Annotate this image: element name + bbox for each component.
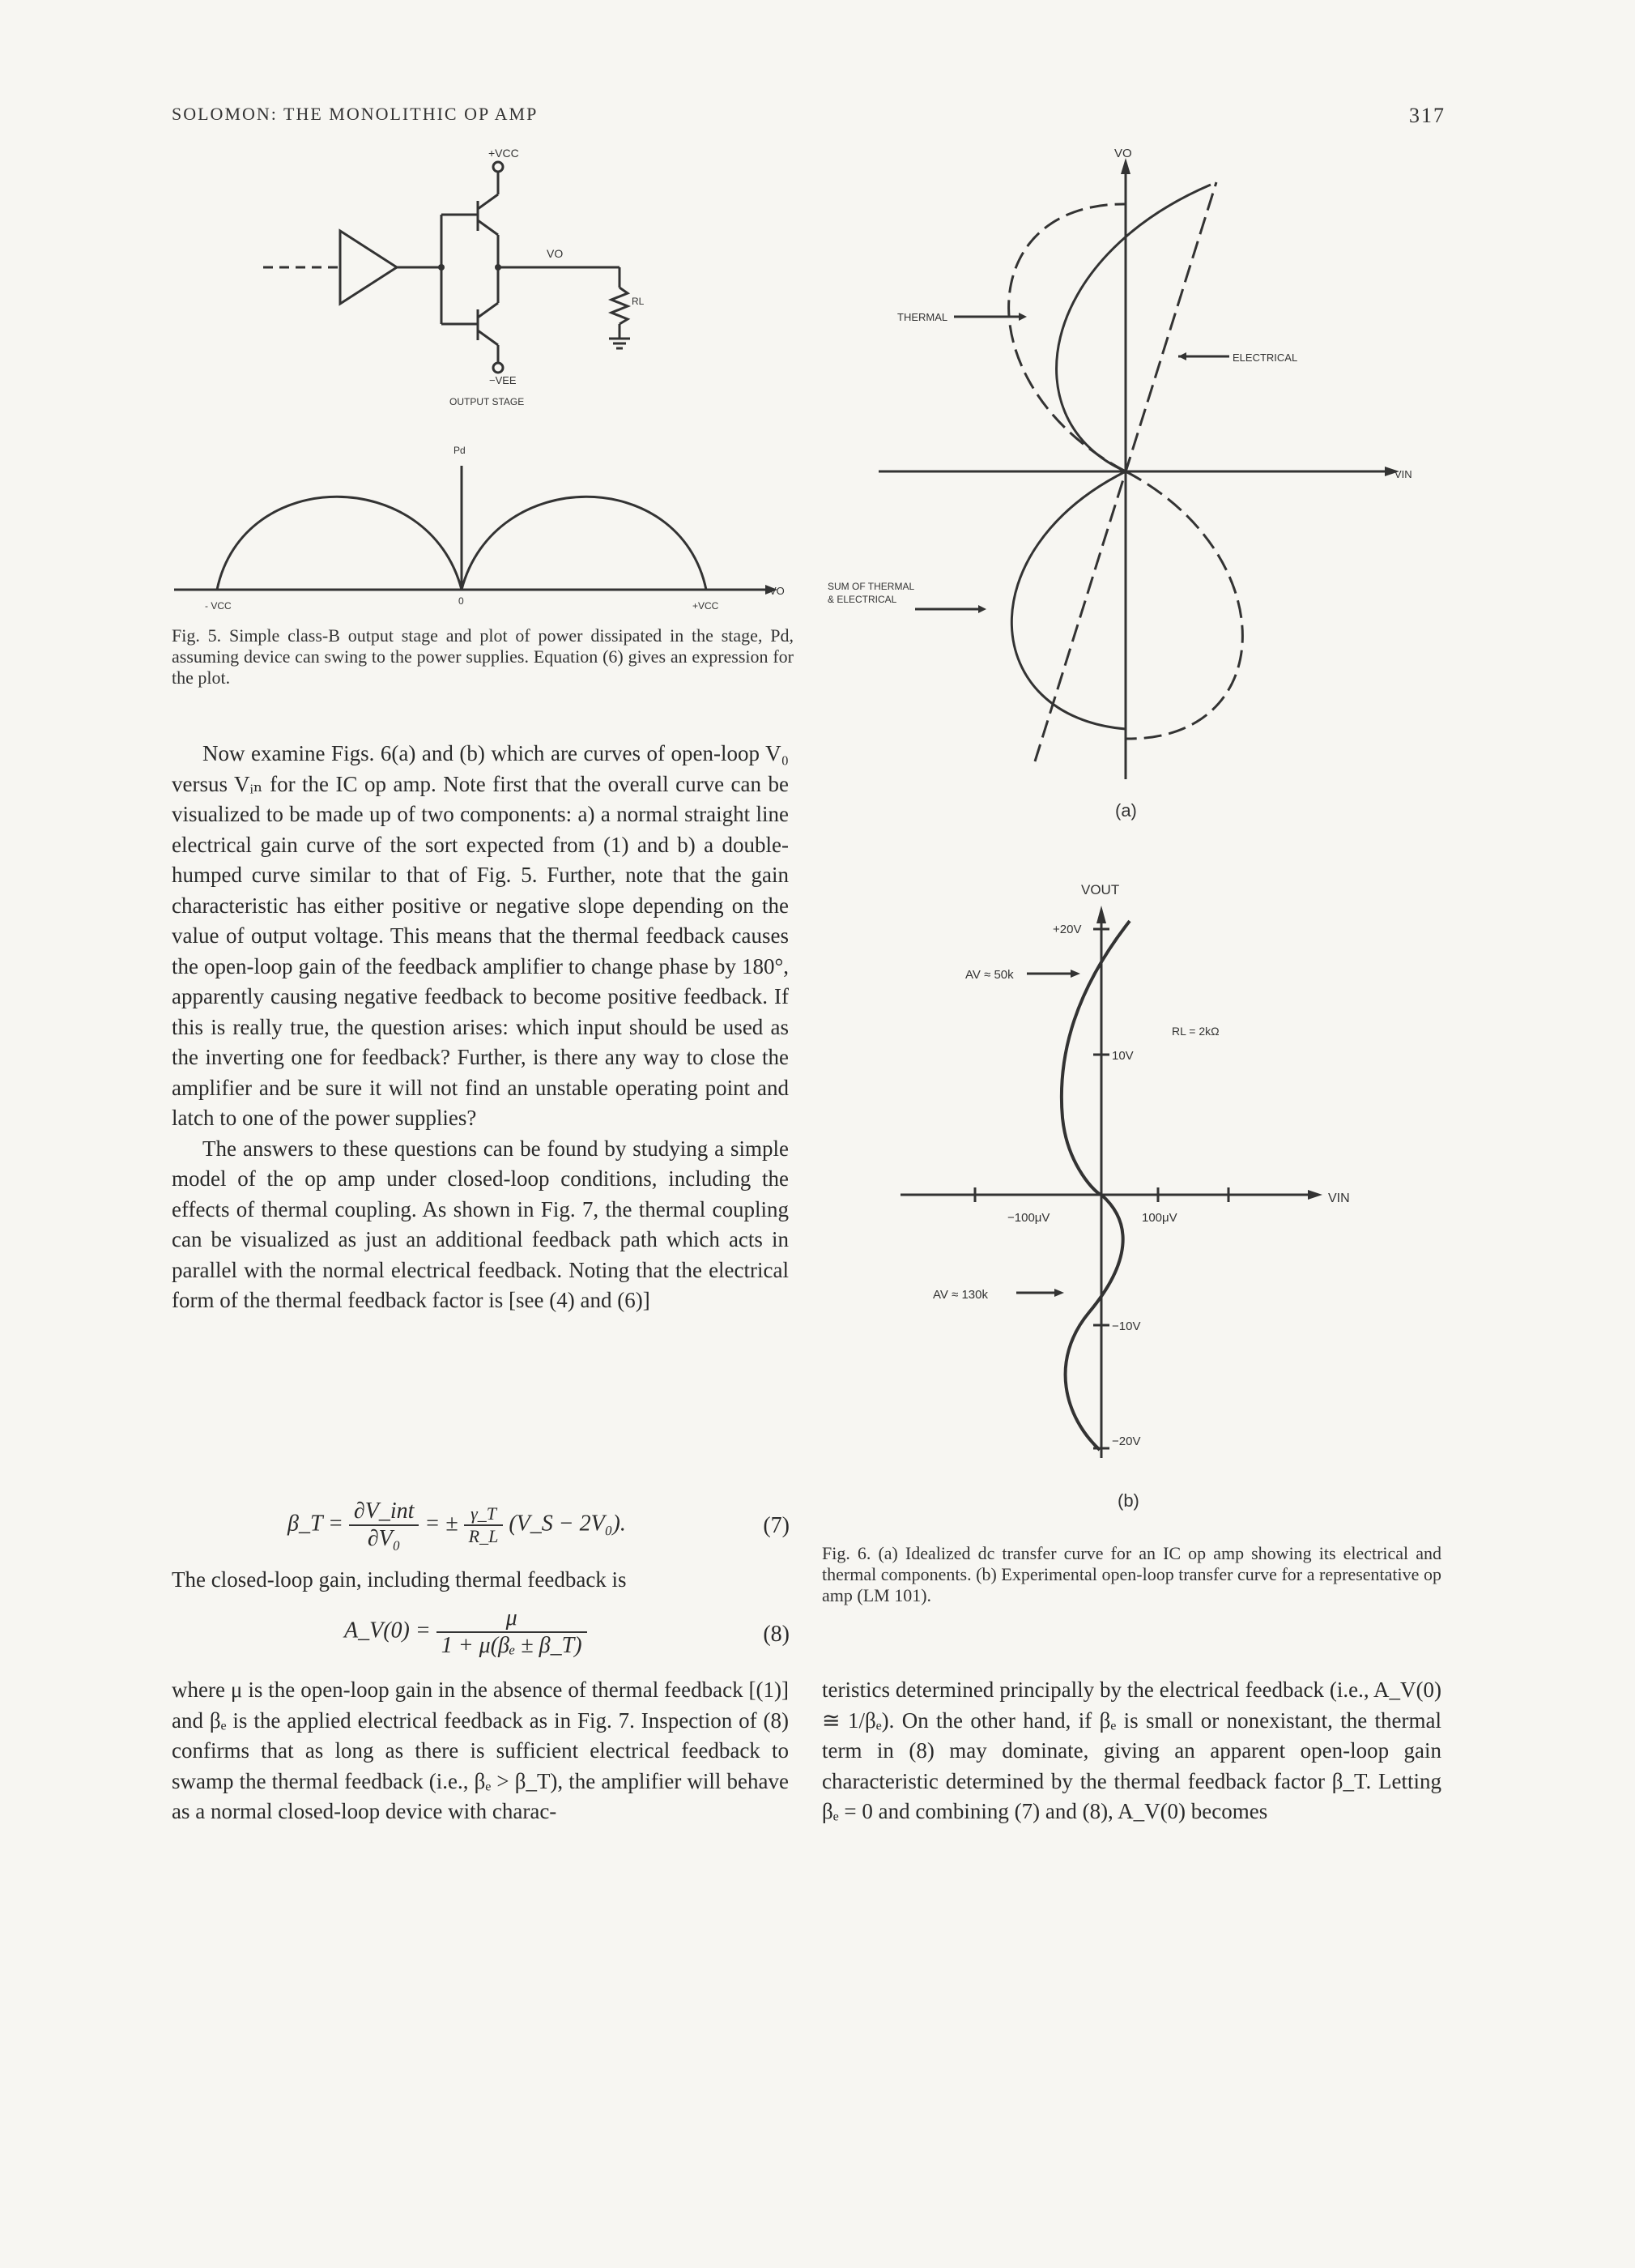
- fig6a-thermal-label: THERMAL: [897, 311, 948, 323]
- eq8-denominator: 1 + μ(βₑ ± β_T): [441, 1633, 582, 1658]
- running-title: SOLOMON: THE MONOLITHIC OP AMP: [172, 104, 539, 124]
- fig6-caption: Fig. 6. (a) Idealized dc transfer curve for an IC op amp showing its electrical and thermal components. (b) Experimental open-loop transfer curve for a representative op amp (LM 101).: [822, 1543, 1441, 1605]
- fig6b-x-label: VIN: [1328, 1192, 1350, 1205]
- eq7-gamma-num: γ_T: [464, 1503, 504, 1526]
- page-number: 317: [1409, 104, 1446, 127]
- eq7-mid: = ±: [424, 1511, 458, 1537]
- fig6a-sum-curve-lower: [1011, 471, 1126, 729]
- fig6a-sub-label: (a): [1115, 800, 1137, 821]
- eq8-lhs: A_V(0) =: [344, 1618, 431, 1643]
- fig5-vee-terminal: [493, 363, 503, 373]
- fig5-vcc-label: +VCC: [488, 147, 519, 160]
- fig6a-sum-label-2: & ELECTRICAL: [828, 594, 897, 605]
- fig6b-sub-label: (b): [1118, 1490, 1139, 1511]
- fig6a-x-label: VIN: [1394, 468, 1412, 480]
- fig6a-y-label: VO: [1114, 147, 1132, 160]
- fig6b-av-lower: AV ≈ 130k: [933, 1288, 988, 1302]
- fig5-plot-vo-label: VO: [769, 585, 785, 597]
- fig6a-sum-curve-upper: [1057, 185, 1211, 471]
- fig5-tick-neg-vcc: - VCC: [205, 600, 232, 612]
- equation-8: [344, 1605, 790, 1670]
- fig6b-tick-100uv: 100μV: [1142, 1211, 1177, 1225]
- right-column-bottom: [822, 1675, 1441, 1827]
- right-para-1: teristics determined principally by the electrical feedback (i.e., A_V(0) ≅ 1/βₑ). On the other hand, if βₑ is small or nonexistant, the thermal term in (8) may dominate, giving an apparent open-loop gain characteristic determined by the thermal feedback factor β_T. Letting βₑ = 0 and combining (7) and (8), A_V(0) becomes: [822, 1678, 1441, 1823]
- eq7-fraction: [349, 1498, 419, 1552]
- fig5-vo-label: VO: [547, 247, 564, 260]
- eq8-fraction: [436, 1605, 587, 1659]
- eq7-lhs: β_T =: [287, 1511, 343, 1537]
- fig6b-rl-label: RL = 2kΩ: [1172, 1025, 1220, 1038]
- eq7-gamma-fraction: [464, 1503, 504, 1547]
- fig5-caption: Fig. 5. Simple class-B output stage and plot of power dissipated in the stage, Pd, assuming device can swing to the power supplies. Equation (6) gives an expression for the plot.: [172, 625, 794, 688]
- fig5-tick-pos-vcc: +VCC: [692, 600, 719, 612]
- fig6b-tick-neg-20v: −20V: [1112, 1435, 1141, 1448]
- fig6a-figure: [818, 138, 1458, 826]
- left-para-2: The answers to these questions can be found by studying a simple model of the op amp under closed-loop conditions, including the effects of thermal coupling. As shown in Fig. 7, the thermal coupling can be visualized as just an additional feedback path which acts in parallel with the normal electrical feedback. Noting that the electrical form of the thermal feedback factor is [see (4) and (6)]: [172, 1136, 789, 1312]
- fig6b-figure: [818, 875, 1458, 1523]
- eq7-gamma-den: R_L: [468, 1526, 499, 1546]
- fig5-amp-triangle: [340, 231, 397, 304]
- left-para-1: Now examine Figs. 6(a) and (b) which are curves of open-loop V₀ versus Vᵢₙ for the IC op amp. Note first that the overall curve can be visualized to be made up of two components: a) a normal straight line electrical gain curve of the sort expected from (1) and b) a double-humped curve similar to that of Fig. 5. Further, note that the gain characteristic has either positive or negative slope depending on the value of output voltage. This means that the thermal feedback causes the open-loop gain of the feedback amplifier to change phase by 180°, apparently causing negative feedback to become positive feedback. If this is really true, the question arises: which input should be used as the inverting one for feedback? Further, is there any way to close the amplifier and be sure it will not find an unstable operating point and latch to one of the power supplies?: [172, 741, 789, 1130]
- fig5-stage-label: OUTPUT STAGE: [449, 396, 525, 407]
- eq8-number: (8): [763, 1622, 790, 1647]
- fig6a-thermal-curve-lower: [1126, 471, 1242, 739]
- fig5-figure: [162, 138, 826, 624]
- left-para-3: The closed-loop gain, including thermal feedback is: [172, 1567, 627, 1592]
- fig6b-tick-neg-10v: −10V: [1112, 1319, 1141, 1333]
- fig6b-av-upper: AV ≈ 50k: [965, 968, 1014, 982]
- fig5-pd-label: Pd: [453, 445, 466, 456]
- fig6b-transfer-curve: [1062, 921, 1130, 1450]
- left-column-bottom: [172, 1675, 789, 1827]
- left-para-4: where μ is the open-loop gain in the absence of thermal feedback [(1)] and βₑ is the applied electrical feedback as in Fig. 7. Inspection of (8) confirms that as long as there is sufficient electrical feedback to swamp the thermal feedback (i.e., βₑ > β_T), the amplifier will behave as a normal closed-loop device with charac-: [172, 1678, 789, 1823]
- left-column-top: [172, 739, 789, 1316]
- fig6b-tick-20v: +20V: [1053, 923, 1082, 936]
- fig5-vcc-terminal: [493, 162, 503, 172]
- fig5-tick-zero: 0: [458, 595, 464, 607]
- fig6b-y-label: VOUT: [1081, 882, 1120, 897]
- left-column-mid: [172, 1565, 789, 1596]
- fig5-power-curve-left: [217, 497, 462, 590]
- fig5-load-resistor: [611, 288, 628, 324]
- fig6a-sum-label-1: SUM OF THERMAL: [828, 581, 915, 592]
- eq7-rhs: (V_S − 2V₀).: [509, 1511, 626, 1537]
- eq7-denominator: ∂V₀: [367, 1526, 401, 1551]
- equation-7: [287, 1498, 790, 1563]
- fig6b-tick-neg-100uv: −100μV: [1007, 1211, 1050, 1225]
- fig5-vee-label: −VEE: [489, 374, 517, 386]
- eq7-numerator: ∂V_int: [349, 1498, 419, 1526]
- eq8-numerator: μ: [436, 1605, 587, 1633]
- fig6b-tick-10v: 10V: [1112, 1049, 1134, 1063]
- fig5-rl-label: RL: [632, 296, 645, 307]
- fig5-power-curve-right: [462, 497, 706, 590]
- fig6a-thermal-curve-upper: [1009, 204, 1126, 471]
- eq7-number: (7): [763, 1513, 790, 1538]
- fig6a-electrical-label: ELECTRICAL: [1233, 352, 1298, 364]
